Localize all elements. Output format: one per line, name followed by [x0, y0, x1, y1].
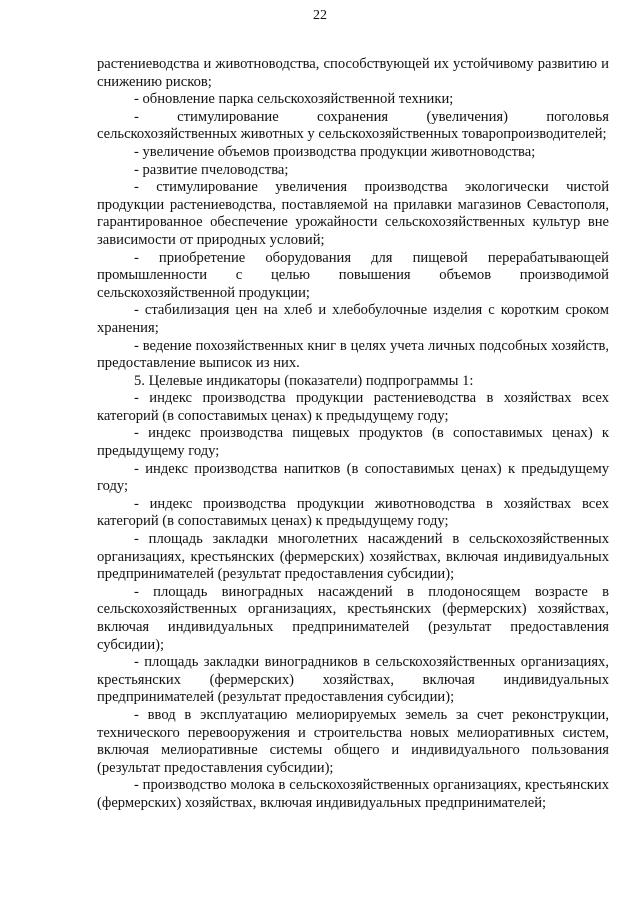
document-body	[97, 56, 609, 813]
list-item: - приобретение оборудования для пищевой перерабатывающей промышленности с целью повышения объемов производимой сельскохозяйственной продукции;	[97, 249, 609, 301]
list-item: - площадь виноградных насаждений в плодоносящем возрасте в сельскохозяйственных организациях, крестьянских (фермерских) хозяйствах, включая индивидуальных предпринимателей (результат предоставления субсидии);	[97, 583, 609, 653]
list-item: - стимулирование сохранения (увеличения) поголовья сельскохозяйственных животных у сельскохозяйственных товаропроизводителей;	[97, 108, 609, 143]
list-item: - ведение похозяйственных книг в целях учета личных подсобных хозяйств, предоставление выписок из них.	[97, 337, 609, 372]
list-item: - индекс производства напитков (в сопоставимых ценах) к предыдущему году;	[97, 460, 609, 495]
list-item: - площадь закладки виноградников в сельскохозяйственных организациях, крестьянских (фермерских) хозяйствах, включая индивидуальных предпринимателей (результат предоставления субсидии);	[97, 654, 609, 706]
list-item: - индекс производства пищевых продуктов (в сопоставимых ценах) к предыдущему году;	[97, 425, 609, 460]
list-item: - индекс производства продукции растениеводства в хозяйствах всех категорий (в сопоставимых ценах) к предыдущему году;	[97, 390, 609, 424]
section-heading: 5. Целевые индикаторы (показатели) подпрограммы 1:	[134, 372, 474, 389]
list-item: - индекс производства продукции животноводства в хозяйствах всех категорий (в сопоставимых ценах) к предыдущему году;	[97, 495, 609, 530]
list-item: - обновление парка сельскохозяйственной техники;	[134, 91, 454, 108]
list-item: - развитие пчеловодства;	[134, 161, 289, 178]
list-item: - производство молока в сельскохозяйственных организациях, крестьянских (фермерских) хозяйствах, включая индивидуальных предпринимателей;	[97, 777, 609, 811]
list-item: - стабилизация цен на хлеб и хлебобулочные изделия с коротким сроком хранения;	[97, 302, 609, 336]
paragraph-continuation: растениеводства и животноводства, способствующей их устойчивому развитию и снижению рисков;	[97, 56, 609, 90]
list-item: - площадь закладки многолетних насаждений в сельскохозяйственных организациях, крестьянских (фермерских) хозяйствах, включая индивидуальных предпринимателей (результат предоставления субсидии);	[97, 531, 609, 583]
list-item: - ввод в эксплуатацию мелиорируемых земель за счет реконструкции, технического перевооружения и строительства новых мелиоративных систем, включая мелиоративные системы общего и индивидуального пользования (результат предоставления субсидии);	[97, 706, 609, 776]
list-item: - стимулирование увеличения производства экологически чистой продукции растениеводства, поставляемой на прилавки магазинов Севастополя, гарантированное обеспечение урожайности сельскохозяйственных культур вне зависимости от природных условий;	[97, 179, 609, 248]
page-number: 22	[313, 8, 327, 23]
list-item: - увеличение объемов производства продукции животноводства;	[134, 143, 536, 160]
